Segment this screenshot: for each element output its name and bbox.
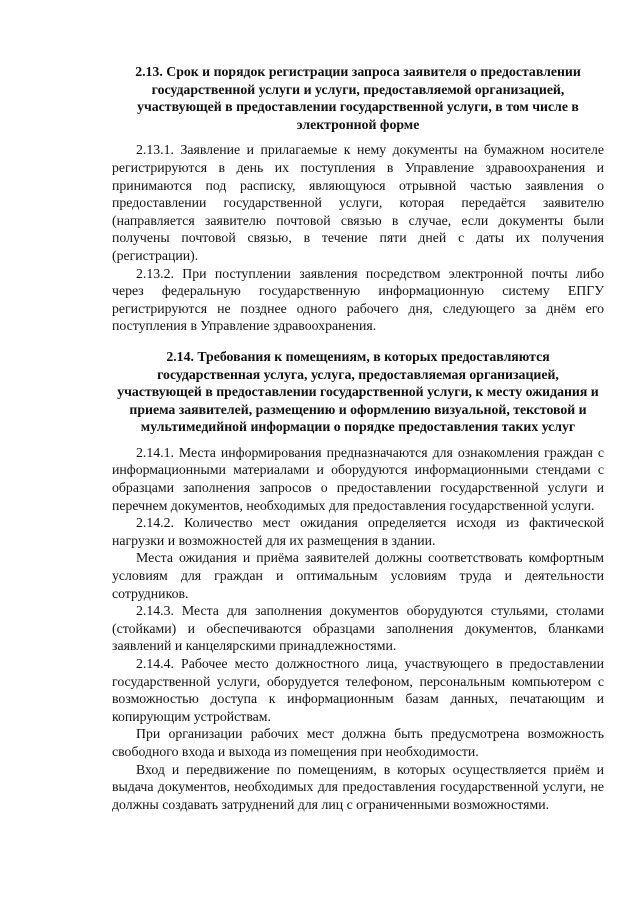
paragraph-2-14-3: 2.14.3. Места для заполнения документов оборудуются стульями, столами (стойками) и обеспечиваются образцами заполнения документов, бланками заявлений и канцелярскими принадлежностями. (112, 603, 604, 654)
paragraph-2-14-1: 2.14.1. Места информирования предназначаются для ознакомления граждан с информационными материалами и оборудуются информационными стендами с образцами заполнения запросов о предоставлении государственной услуги и перечнем документов, необходимых для предоставления государственной услуги. (112, 444, 604, 513)
paragraph-2-14-2: 2.14.2. Количество мест ожидания определяется исходя из фактической нагрузки и возможностей для их размещения в здании. (112, 515, 604, 548)
paragraph-workplaces: При организации рабочих мест должна быть предусмотрена возможность свободного входа и выхода из помещения при необходимости. (112, 726, 604, 759)
paragraph-waiting-places: Места ожидания и приёма заявителей должны соответствовать комфортным условиям для граждан и оптимальным условиям труда и деятельности сотрудников. (112, 550, 604, 601)
paragraph-accessibility: Вход и передвижение по помещениям, в которых осуществляется приём и выдача документов, необходимых для предоставления государственной услуги, не должны создавать затруднений для лиц с ограниченными возможностями. (112, 761, 604, 812)
paragraph-2-14-4: 2.14.4. Рабочее место должностного лица, участвующего в предоставлении государственной услуги, оборудуется телефоном, персональным компьютером с возможностью доступа к информационным базам данных, печатающим и копирующим устройствам. (112, 656, 604, 724)
section-2-13 (112, 63, 604, 335)
section-heading: 2.14. Требования к помещениям, в которых предоставляются государственная услуга, услуга, предоставляемая организацией, участвующей в предоставлении государственной услуги, к месту ожидания и приема заявителей, размещению и оформлению визуальной, текстовой и мультимедийной информации о порядке предоставления таких услуг (117, 348, 599, 435)
section-heading: 2.13. Срок и порядок регистрации запроса заявителя о предоставлении государственной услуги и услуги, предоставляемой организацией, участвующей в предоставлении государственной услуги, в том числе в электронной форме (135, 64, 581, 132)
paragraph-2-13-1: 2.13.1. Заявление и прилагаемые к нему документы на бумажном носителе регистрируются в день их поступления в Управление здравоохранения и принимаются под расписку, являющуюся отрывной частью заявления о предоставлении государственной услуги, которая передаётся заявителю (направляется заявителю почтовой связью в случае, если документы были получены почтовой связью, в течение пяти дней с даты их получения (регистрации). (112, 142, 604, 263)
paragraph-2-13-2: 2.13.2. При поступлении заявления посредством электронной почты либо через федеральную государственную информационную систему ЕПГУ регистрируются не позднее одного рабочего дня, следующего за днём его поступления в Управление здравоохранения. (112, 265, 604, 334)
section-2-14 (112, 348, 604, 813)
